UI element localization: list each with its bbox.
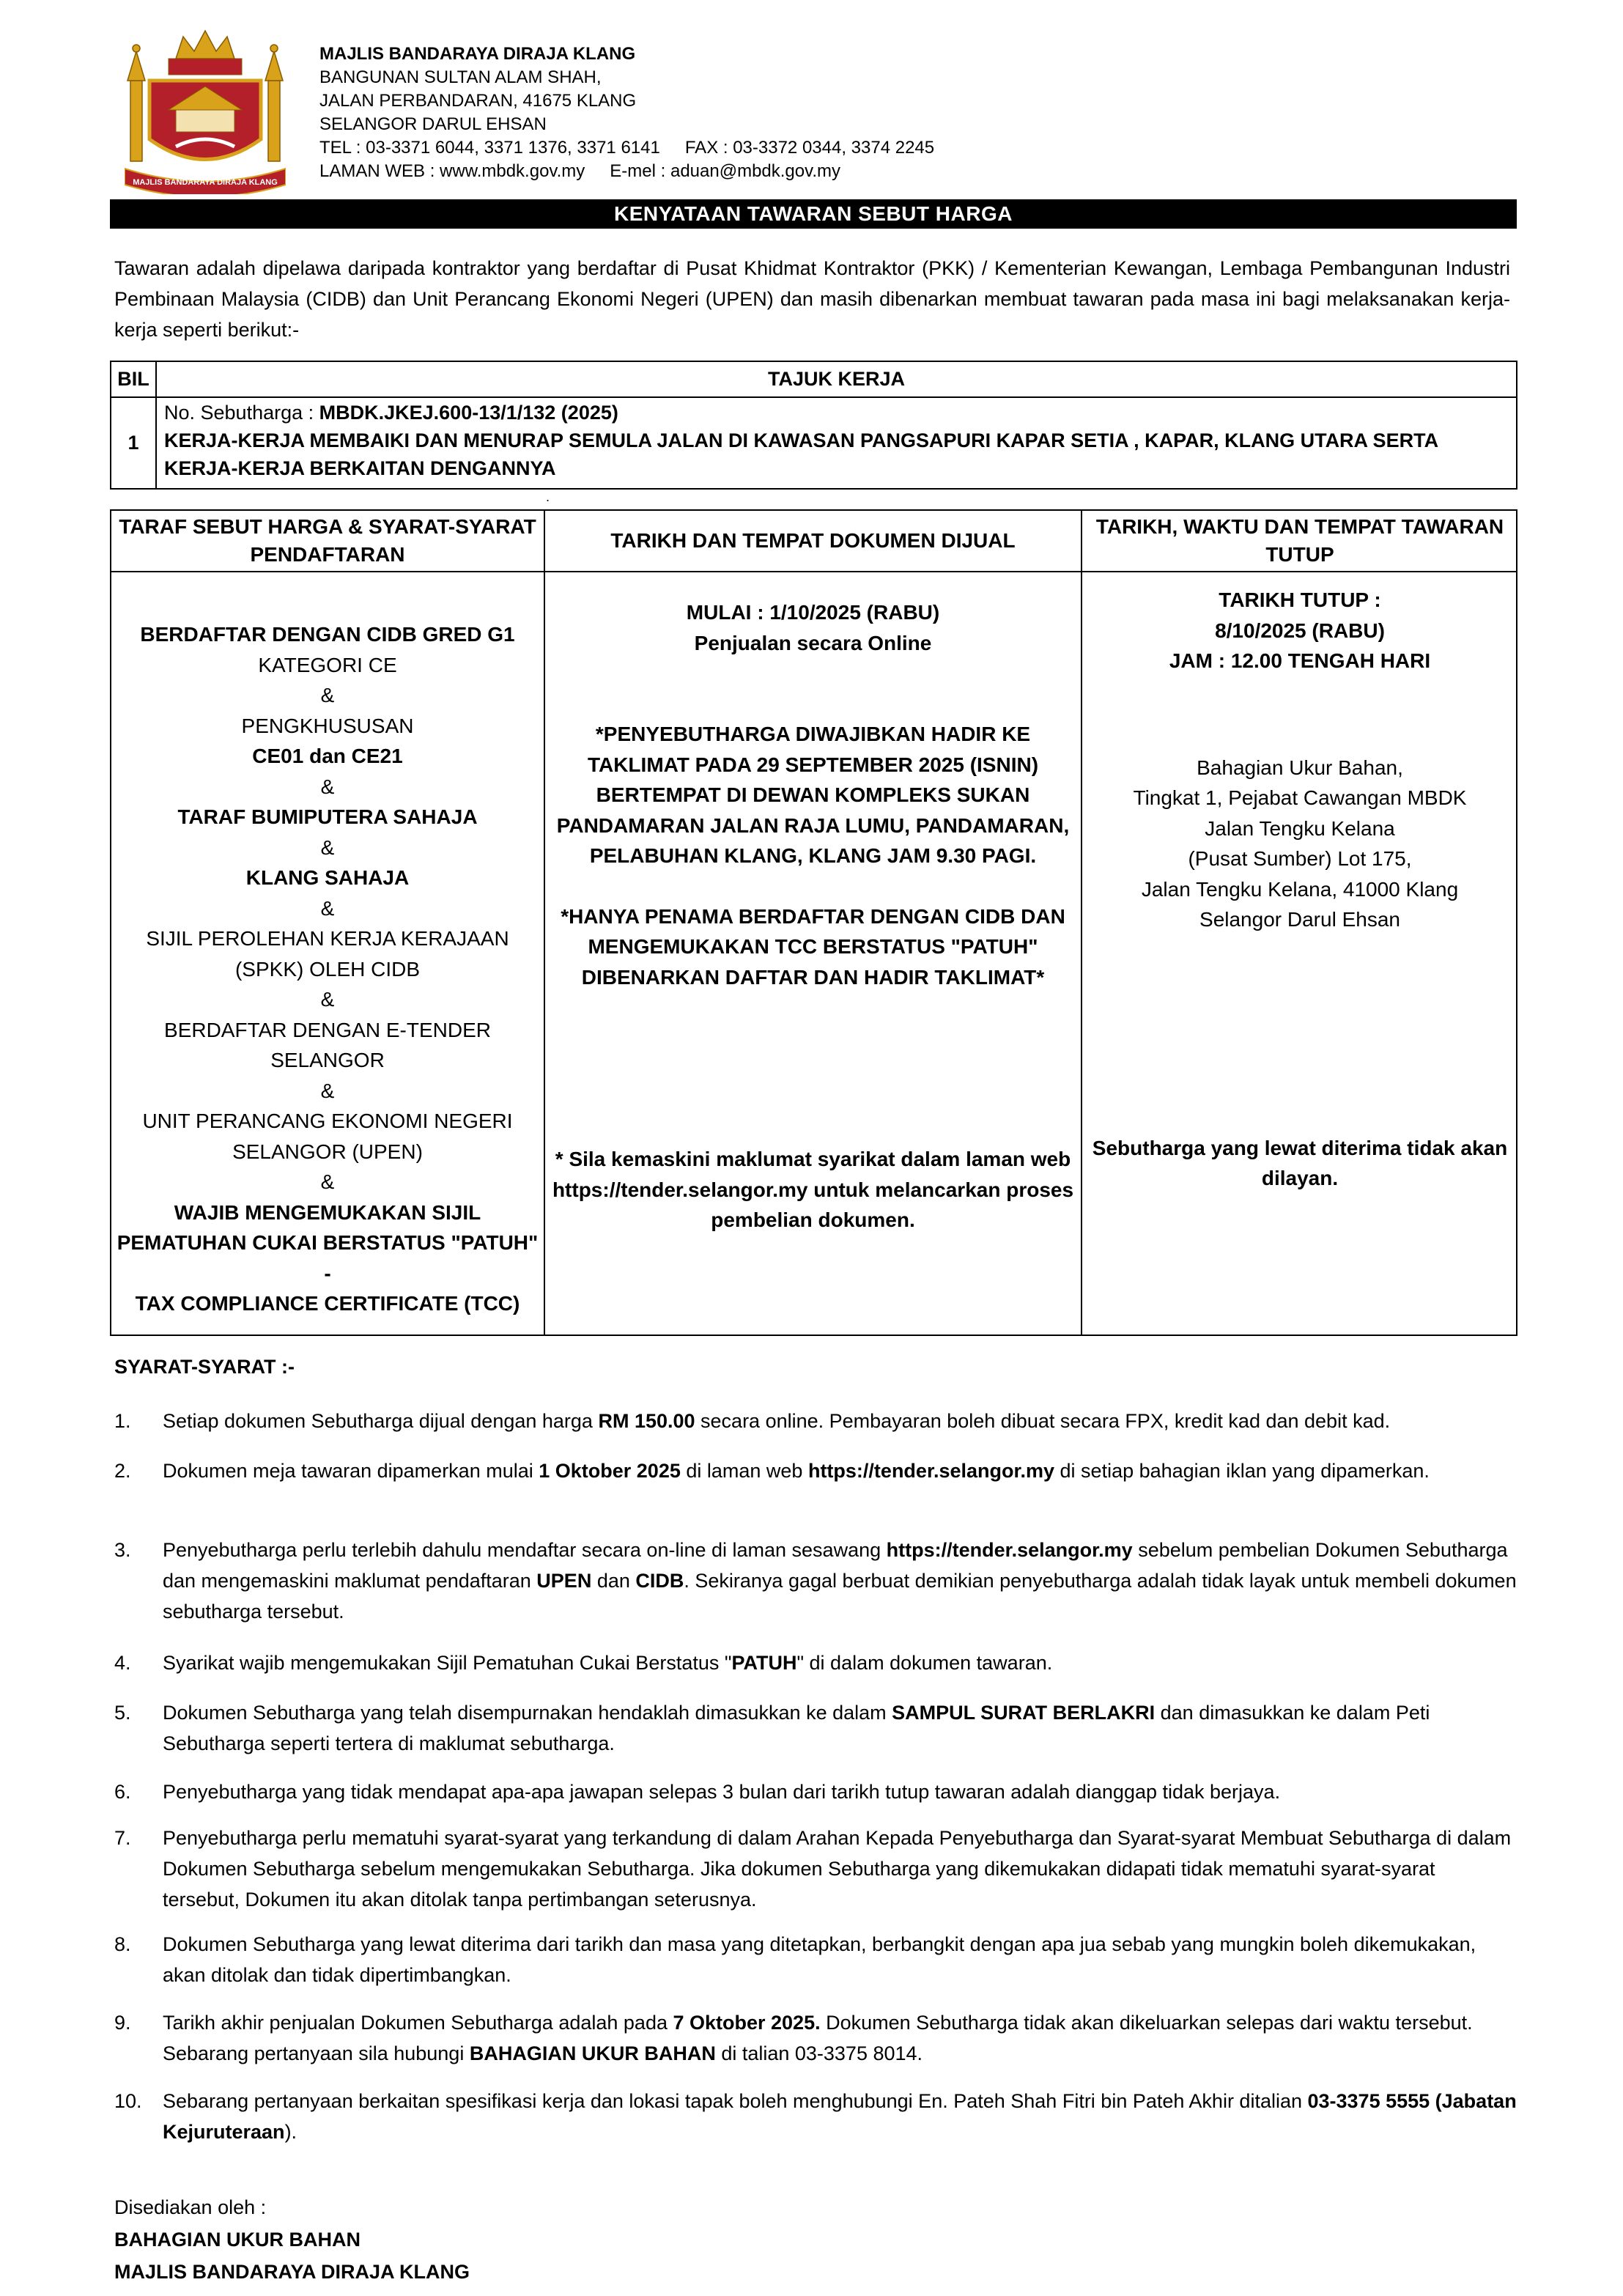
condition-number: 6. — [114, 1781, 131, 1803]
prepared-label: Disediakan oleh : — [114, 2196, 267, 2218]
condition-text: Sebarang pertanyaan berkaitan spesifikasi kerja dan lokasi tapak boleh menghubungi En. Pateh Shah Fitri bin Pateh Akhir ditalian 03-3375 5555 (Jabatan Kejuruteraan). — [163, 2090, 1517, 2143]
condition-number: 9. — [114, 2012, 131, 2034]
sila-line: https://tender.selangor.my untuk melancarkan proses — [552, 1178, 1074, 1201]
sale-online: Penjualan secara Online — [694, 631, 932, 654]
contact-phone-line — [319, 136, 934, 160]
condition-text: Penyebutharga perlu terlebih dahulu mendaftar secara on-line di laman sesawang https://tender.selangor.my sebelum pembelian Dokumen Sebutharga dan mengemaskini maklumat pendaftaran UPEN dan CIDB. Sekiranya gagal berbuat demikian penyebutharga adalah tidak layak untuk membeli dokumen sebutharga tersebut. — [163, 1539, 1517, 1623]
bil-header: BIL — [117, 368, 149, 390]
sale-start: MULAI : 1/10/2025 (RABU) — [686, 601, 940, 624]
requirement-line: BERDAFTAR DENGAN CIDB GRED G1 — [140, 623, 515, 646]
condition-text: Setiap dokumen Sebutharga dijual dengan harga RM 150.00 secara online. Pembayaran boleh dibuat secara FPX, kredit kad dan debit kad. — [163, 1410, 1391, 1432]
tutup-line: JAM : 12.00 TENGAH HARI — [1169, 649, 1431, 672]
requirement-line: & — [320, 775, 335, 798]
condition-text: Dokumen Sebutharga yang telah disempurnakan hendaklah dimasukkan ke dalam SAMPUL SURAT BERLAKRI dan dimasukkan ke dalam Peti Sebutharga seperti tertera di maklumat sebutharga. — [163, 1702, 1430, 1754]
condition-number: 2. — [114, 1460, 131, 1482]
taklimat-line: *PENYEBUTHARGA DIWAJIBKAN HADIR KE — [595, 723, 1031, 745]
condition-number: 4. — [114, 1652, 131, 1674]
crest-logo — [125, 29, 286, 194]
tajuk-header: TAJUK KERJA — [767, 368, 906, 390]
work-title-table — [110, 361, 1517, 490]
requirement-line: SELANGOR (UPEN) — [232, 1140, 423, 1163]
org-name: MAJLIS BANDARAYA DIRAJA KLANG — [319, 44, 636, 64]
condition-number: 3. — [114, 1539, 131, 1561]
requirement-line: & — [320, 1170, 335, 1193]
requirement-line: UNIT PERANCANG EKONOMI NEGERI — [142, 1110, 513, 1132]
requirement-line: KLANG SAHAJA — [245, 866, 410, 889]
bil-number: 1 — [127, 432, 139, 454]
work-title: KERJA-KERJA MEMBAIKI DAN MENURAP SEMULA JALAN DI KAWASAN PANGSAPURI KAPAR SETIA , KAPAR, KLANG UTARA SERTA KERJA-KERJA BERKAITAN DENGANNYA — [164, 429, 1438, 479]
requirement-line: BERDAFTAR DENGAN E-TENDER — [164, 1018, 491, 1041]
briefing-notice — [545, 719, 1081, 871]
taklimat-line: PANDAMARAN JALAN RAJA LUMU, PANDAMARAN, — [556, 813, 1070, 837]
requirement-line: & — [320, 896, 335, 920]
notice-title: KENYATAAN TAWARAN SEBUT HARGA — [110, 199, 1517, 229]
requirement-line: PEMATUHAN CUKAI BERSTATUS "PATUH" - — [117, 1231, 539, 1285]
header-taraf: TARAF SEBUT HARGA & SYARAT-SYARAT PENDAFTARAN — [119, 515, 536, 566]
requirement-line: & — [320, 835, 335, 859]
requirement-line: & — [320, 1079, 335, 1102]
requirement-line: WAJIB MENGEMUKAKAN SIJIL — [174, 1200, 481, 1224]
crest-banner-text: MAJLIS BANDARAYA DIRAJA KLANG — [133, 178, 278, 187]
taklimat-line: PELABUHAN KLANG, KLANG JAM 9.30 PAGI. — [589, 844, 1037, 867]
condition-text: Syarikat wajib mengemukakan Sijil Pematuhan Cukai Berstatus "PATUH" di dalam dokumen tawaran. — [163, 1652, 1053, 1674]
contact-web-line — [319, 160, 934, 183]
prepared-by — [114, 2191, 470, 2288]
condition-text: Penyebutharga yang tidak mendapat apa-apa jawapan selepas 3 bulan dari tarikh tutup tawaran adalah dianggap tidak berjaya. — [163, 1781, 1281, 1803]
tempat-line: Jalan Tengku Kelana — [1205, 816, 1395, 840]
header-tarikh-tutup: TARIKH, WAKTU DAN TEMPAT TAWARAN TUTUP — [1095, 515, 1504, 566]
requirement-line: & — [320, 684, 335, 706]
condition-text: Dokumen Sebutharga yang lewat diterima dari tarikh dan masa yang ditetapkan, berbangkit dengan apa jua sebab yang mungkin boleh dikemukakan, akan ditolak dan tidak dipertimbangkan. — [163, 1933, 1476, 1986]
quotation-number: No. Sebutharga : MBDK.JKEJ.600-13/1/132 (2025) — [164, 402, 618, 424]
tempat-line: Bahagian Ukur Bahan, — [1197, 756, 1403, 779]
closing-column — [1082, 585, 1517, 1194]
email: E-mel : aduan@mbdk.gov.my — [610, 161, 841, 181]
condition-number: 8. — [114, 1933, 131, 1955]
prepared-dept: BAHAGIAN UKUR BAHAN — [114, 2229, 361, 2251]
sale-column — [545, 597, 1081, 1236]
work-title-cell — [164, 399, 1501, 482]
fax: FAX : 03-3372 0344, 3374 2245 — [684, 138, 935, 158]
requirement-line: CE01 dan CE21 — [252, 745, 403, 767]
hanya-line: MENGEMUKAKAN TCC BERSTATUS "PATUH" — [588, 935, 1038, 958]
requirement-line: (SPKK) OLEH CIDB — [234, 957, 421, 981]
requirement-line: PENGKHUSUSAN — [241, 714, 414, 737]
lewat-line: Sebutharga yang lewat diterima tidak akan — [1092, 1136, 1508, 1159]
website: LAMAN WEB : www.mbdk.gov.my — [319, 161, 585, 181]
condition-number: 5. — [114, 1702, 131, 1724]
condition-text: Tarikh akhir penjualan Dokumen Sebutharga adalah pada 7 Oktober 2025. Dokumen Sebutharga tidak akan dikeluarkan selepas dari waktu tersebut. Sebarang pertanyaan sila hubungi BAHAGIAN UKUR BAHAN di talian 03-3375 8014. — [163, 2012, 1473, 2064]
sila-line: * Sila kemaskini maklumat syarikat dalam laman web — [555, 1148, 1071, 1170]
condition-number: 1. — [114, 1410, 131, 1432]
closing-date — [1082, 585, 1517, 676]
condition-text: Dokumen meja tawaran dipamerkan mulai 1 Oktober 2025 di laman web https://tender.selangor.my di setiap bahagian iklan yang dipamerkan. — [163, 1460, 1430, 1482]
tempat-line: (Pusat Sumber) Lot 175, — [1188, 847, 1412, 870]
requirement-line: SELANGOR — [270, 1049, 385, 1071]
briefing-eligibility — [545, 901, 1081, 993]
conditions-heading: SYARAT-SYARAT :- — [114, 1356, 295, 1378]
tempat-line: Selangor Darul Ehsan — [1199, 908, 1400, 931]
requirement-line: TARAF BUMIPUTERA SAHAJA — [177, 805, 478, 828]
requirement-line: KATEGORI CE — [258, 653, 397, 676]
requirement-line: & — [320, 988, 335, 1011]
header-tarikh-dijual: TARIKH DAN TEMPAT DOKUMEN DIJUAL — [610, 529, 1016, 552]
tutup-line: 8/10/2025 (RABU) — [1215, 619, 1385, 642]
closing-place — [1082, 753, 1517, 935]
requirement-line: SIJIL PEROLEHAN KERJA KERAJAAN — [146, 927, 509, 950]
condition-number: 10. — [114, 2090, 142, 2112]
requirement-line: TAX COMPLIANCE CERTIFICATE (TCC) — [135, 1292, 520, 1315]
address-line-2: JALAN PERBANDARAN, 41675 KLANG — [319, 91, 637, 111]
tel: TEL : 03-3371 6044, 3371 1376, 3371 6141 — [319, 138, 660, 158]
intro-paragraph: Tawaran adalah dipelawa daripada kontraktor yang berdaftar di Pusat Khidmat Kontraktor (PKK) / Kementerian Kewangan, Lembaga Pembangunan Industri Pembinaan Malaysia (CIDB) dan Unit Perancang Ekonomi Negeri (UPEN) dan masih dibenarkan membuat tawaran pada masa ini bagi melaksanakan kerja-kerja seperti berikut:- — [114, 257, 1510, 341]
update-info-notice — [545, 1144, 1081, 1236]
tutup-line: TARIKH TUTUP : — [1219, 588, 1381, 611]
requirements-column — [111, 619, 544, 1319]
condition-number: 7. — [114, 1827, 131, 1849]
hanya-line: DIBENARKAN DAFTAR DAN HADIR TAKLIMAT* — [581, 965, 1045, 989]
late-notice — [1082, 1133, 1517, 1194]
hanya-line: *HANYA PENAMA BERDAFTAR DENGAN CIDB DAN — [561, 904, 1065, 928]
tempat-line: Jalan Tengku Kelana, 41000 Klang — [1141, 877, 1459, 901]
sila-line: pembelian dokumen. — [711, 1208, 915, 1231]
lewat-line: dilayan. — [1261, 1167, 1339, 1189]
condition-text: Penyebutharga perlu mematuhi syarat-syarat yang terkandung di dalam Arahan Kepada Penyebutharga dan Syarat-syarat Membuat Sebutharga di dalam Dokumen Sebutharga sebelum mengemukakan Sebutharga. Jika dokumen Sebutharga yang dikemukakan didapati tidak mematuhi syarat-syarat tersebut, Dokumen itu akan ditolak tanpa pertimbangan seterusnya. — [163, 1827, 1512, 1911]
address-line-3: SELANGOR DARUL EHSAN — [319, 114, 547, 134]
taklimat-line: TAKLIMAT PADA 29 SEPTEMBER 2025 (ISNIN) — [587, 753, 1039, 776]
letterhead — [319, 43, 934, 183]
requirements-table — [110, 509, 1517, 1336]
tempat-line: Tingkat 1, Pejabat Cawangan MBDK — [1133, 786, 1467, 809]
prepared-org: MAJLIS BANDARAYA DIRAJA KLANG — [114, 2261, 470, 2283]
taklimat-line: BERTEMPAT DI DEWAN KOMPLEKS SUKAN — [596, 783, 1030, 806]
address-line-1: BANGUNAN SULTAN ALAM SHAH, — [319, 67, 602, 87]
stray-dot: . — [546, 490, 550, 504]
